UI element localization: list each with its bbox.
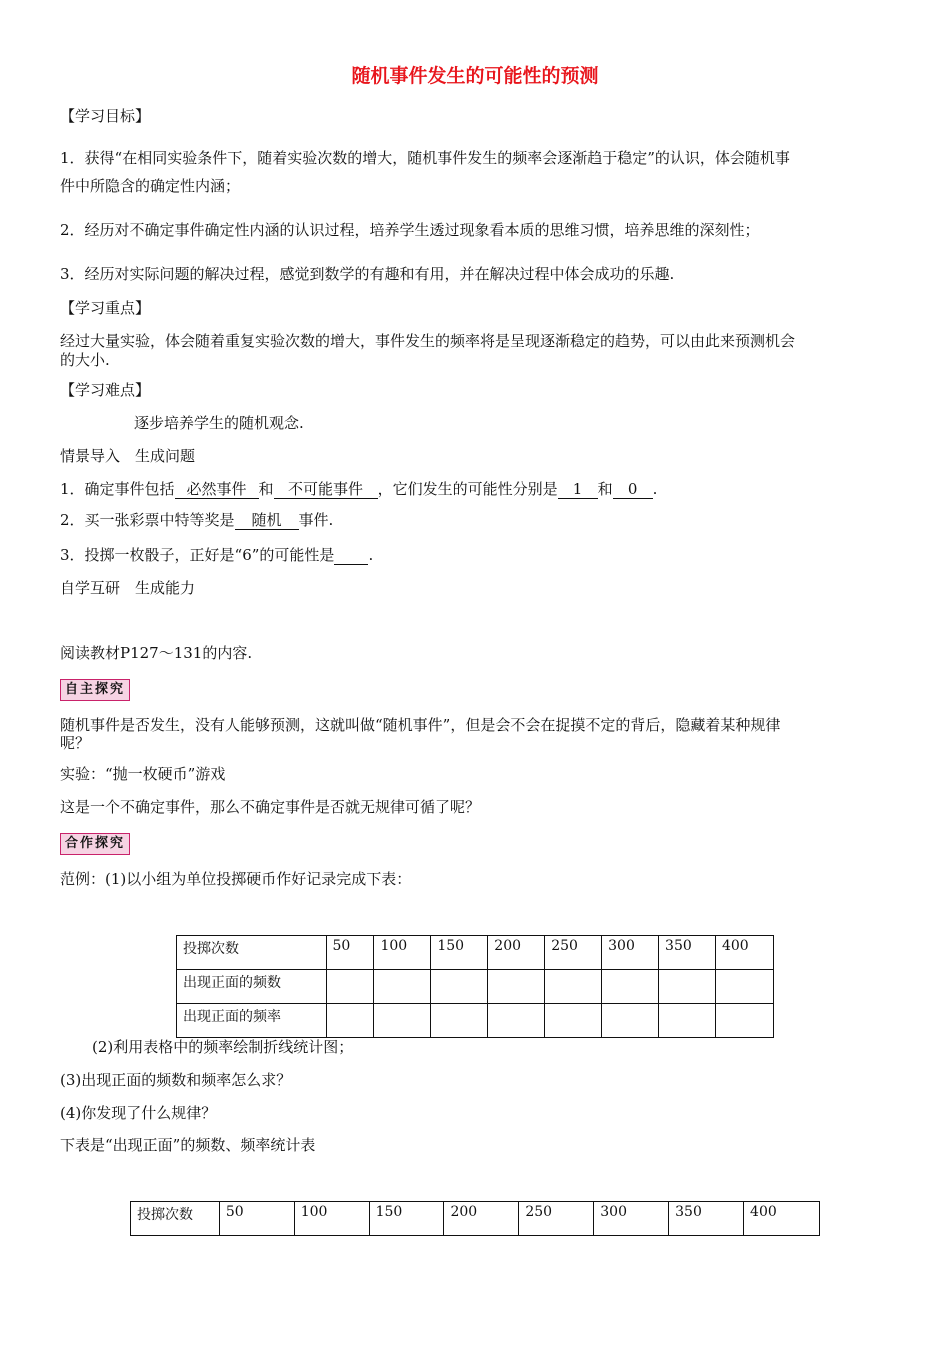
table-cell [602, 1004, 659, 1038]
focus-line-2: 的大小. [60, 351, 110, 369]
table-cell [659, 970, 716, 1004]
intro-question-2 [60, 510, 333, 530]
table-cell: 200 [444, 1202, 519, 1236]
q1-blank-2: 不可能事件 [274, 480, 378, 499]
table-cell [326, 1004, 374, 1038]
table-caption: 下表是“出现正面”的频数、频率统计表 [60, 1136, 316, 1154]
table-row [177, 970, 774, 1004]
table-cell [488, 970, 545, 1004]
q1-mid-3: 和 [597, 480, 613, 498]
table-cell [659, 1004, 716, 1038]
table-cell: 100 [374, 936, 431, 970]
table-cell [545, 1004, 602, 1038]
example-question-2: (2)利用表格中的频率绘制折线统计图； [92, 1038, 354, 1056]
example-question-4: (4)你发现了什么规律？ [60, 1104, 217, 1122]
table-cell: 300 [602, 936, 659, 970]
q2-blank: 随机 [235, 511, 299, 530]
section-badge-cooperative-explore: 合作探究 [60, 833, 130, 855]
explore-line-2: 呢？ [60, 734, 91, 752]
q1-blank-4: 0 [613, 480, 653, 499]
q1-mid-2: ，它们发生的可能性分别是 [377, 480, 558, 498]
table-cell: 150 [369, 1202, 444, 1236]
difficulty-text: 逐步培养学生的随机观念. [134, 414, 304, 432]
goal-item-2: 2．经历对不确定事件确定性内涵的认识过程，培养学生透过现象看本质的思维习惯，培养思维的深刻性； [60, 221, 760, 239]
table-cell: 100 [294, 1202, 369, 1236]
table-cell [715, 970, 773, 1004]
focus-heading: 【学习重点】 [60, 299, 151, 317]
q3-blank [334, 546, 368, 565]
table-cell [431, 1004, 488, 1038]
goal-item-1-line-1: 1．获得“在相同实验条件下，随着实验次数的增大，随机事件发生的频率会逐渐趋于稳定”的认识，体会随机事 [60, 149, 790, 167]
goal-item-3: 3．经历对实际问题的解决过程，感觉到数学的有趣和有用，并在解决过程中体会成功的乐趣. [60, 265, 675, 283]
self-study-heading: 自学互研 生成能力 [60, 579, 196, 597]
table-cell: 400 [715, 936, 773, 970]
table-cell [545, 970, 602, 1004]
table-cell: 250 [545, 936, 602, 970]
difficulty-heading: 【学习难点】 [60, 381, 151, 399]
q3-prefix: 3．投掷一枚骰子，正好是“6”的可能性是 [60, 546, 335, 564]
table-cell: 投掷次数 [177, 936, 327, 970]
goals-heading: 【学习目标】 [60, 107, 151, 125]
frequency-record-table [176, 935, 774, 1038]
table-cell [374, 1004, 431, 1038]
focus-line-1: 经过大量实验，体会随着重复实验次数的增大，事件发生的频率将是呈现逐渐稳定的趋势，可以由此来预测机会 [60, 332, 796, 350]
table-cell [431, 970, 488, 1004]
table-cell [602, 970, 659, 1004]
q1-prefix: 1．确定事件包括 [60, 480, 175, 498]
intro-question-1 [60, 479, 657, 499]
table-cell: 350 [659, 936, 716, 970]
q3-end: . [368, 546, 374, 564]
q1-end: . [652, 480, 658, 498]
q2-end: 事件. [298, 511, 334, 529]
q1-blank-3: 1 [558, 480, 598, 499]
q1-blank-1: 必然事件 [175, 480, 259, 499]
example-question-3: (3)出现正面的频数和频率怎么求？ [60, 1071, 292, 1089]
experiment-text: 实验：“抛一枚硬币”游戏 [60, 765, 226, 783]
table-row [177, 936, 774, 970]
table-cell: 出现正面的频数 [177, 970, 327, 1004]
section-badge-self-explore: 自主探究 [60, 679, 130, 701]
table-cell: 200 [488, 936, 545, 970]
table-cell: 300 [594, 1202, 669, 1236]
frequency-statistics-table [130, 1201, 820, 1236]
table-cell: 投掷次数 [131, 1202, 220, 1236]
table-cell: 50 [219, 1202, 294, 1236]
table-cell: 出现正面的频率 [177, 1004, 327, 1038]
page-title: 随机事件发生的可能性的预测 [351, 65, 599, 87]
explore-line-1: 随机事件是否发生，没有人能够预测，这就叫做“随机事件”，但是会不会在捉摸不定的背后，隐藏着某种规律 [60, 716, 781, 734]
table-cell: 150 [431, 936, 488, 970]
table-cell: 50 [326, 936, 374, 970]
table-cell [326, 970, 374, 1004]
table-row [177, 1004, 774, 1038]
explore-question: 这是一个不确定事件，那么不确定事件是否就无规律可循了呢？ [60, 798, 481, 816]
table-cell [715, 1004, 773, 1038]
table-cell [488, 1004, 545, 1038]
q2-prefix: 2．买一张彩票中特等奖是 [60, 511, 235, 529]
goal-item-1-line-2: 件中所隐含的确定性内涵； [60, 177, 241, 195]
table-cell: 250 [519, 1202, 594, 1236]
table-cell: 350 [669, 1202, 744, 1236]
intro-question-3 [60, 545, 373, 565]
q1-mid-1: 和 [258, 480, 274, 498]
table-row [131, 1202, 820, 1236]
intro-heading: 情景导入 生成问题 [60, 447, 196, 465]
reading-instruction: 阅读教材P127～131的内容. [60, 644, 253, 662]
table-cell: 400 [744, 1202, 820, 1236]
example-question-1: 范例：(1)以小组为单位投掷硬币作好记录完成下表： [60, 870, 412, 888]
table-cell [374, 970, 431, 1004]
